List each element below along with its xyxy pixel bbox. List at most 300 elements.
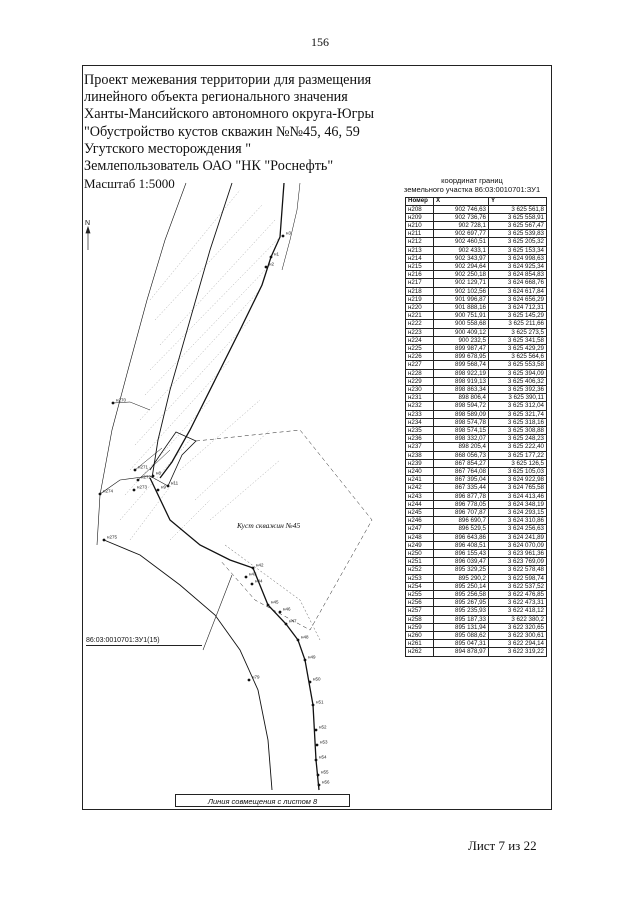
table-cell-x: 898 574,78	[434, 418, 489, 426]
table-cell-y: 3 625 248,23	[489, 435, 547, 443]
table-cell-y: 3 622 320,65	[489, 623, 547, 631]
table-row	[406, 509, 547, 517]
table-cell-x: 896 643,86	[434, 533, 489, 541]
table-row	[406, 336, 547, 344]
north-label: N	[85, 220, 91, 227]
table-row	[406, 328, 547, 336]
table-cell-id: н214	[406, 254, 434, 262]
table-cell-y: 3 622 578,48	[489, 566, 547, 574]
coordinates-caption	[392, 176, 552, 194]
table-row	[406, 303, 547, 311]
table-row	[406, 459, 547, 467]
table-cell-id: н250	[406, 550, 434, 558]
table-row	[406, 607, 547, 615]
table-cell-x: 902 697,77	[434, 230, 489, 238]
table-cell-id: н258	[406, 615, 434, 623]
boundary-point	[245, 576, 248, 579]
table-row	[406, 435, 547, 443]
table-cell-x: 902 746,63	[434, 205, 489, 213]
table-cell-x: 900 409,12	[434, 328, 489, 336]
point-label: н55	[321, 769, 329, 775]
corridor-lines	[97, 183, 319, 790]
table-row	[406, 238, 547, 246]
table-cell-id: н234	[406, 418, 434, 426]
table-cell-id: н262	[406, 648, 434, 656]
boundary-point	[304, 659, 307, 662]
table-row	[406, 525, 547, 533]
table-row	[406, 476, 547, 484]
boundary-point	[99, 493, 102, 496]
boundary-point	[267, 604, 270, 607]
boundary-point	[285, 623, 288, 626]
table-row	[406, 410, 547, 418]
table-cell-x: 895 187,33	[434, 615, 489, 623]
table-row	[406, 615, 547, 623]
table-cell-id: н218	[406, 287, 434, 295]
table-cell-x: 867 854,27	[434, 459, 489, 467]
table-cell-x: 902 460,51	[434, 238, 489, 246]
point-label: н2	[269, 261, 274, 267]
boundary-point	[270, 256, 273, 259]
table-cell-y: 3 624 656,29	[489, 295, 547, 303]
table-cell-x: 902 343,97	[434, 254, 489, 262]
table-cell-y: 3 625 177,22	[489, 451, 547, 459]
table-cell-x: 898 594,72	[434, 402, 489, 410]
table-row	[406, 558, 547, 566]
table-cell-y: 3 622 294,14	[489, 640, 547, 648]
table-cell-id: н209	[406, 213, 434, 221]
table-cell-y: 3 625 105,03	[489, 468, 547, 476]
header-y: Y	[489, 198, 547, 206]
table-cell-id: н219	[406, 295, 434, 303]
boundary-point	[318, 784, 321, 787]
table-row	[406, 320, 547, 328]
boundary-point	[137, 479, 140, 482]
table-cell-x: 867 395,04	[434, 476, 489, 484]
point-label: н48	[301, 634, 309, 640]
table-cell-id: н222	[406, 320, 434, 328]
table-cell-id: н212	[406, 238, 434, 246]
table-cell-x: 902 129,71	[434, 279, 489, 287]
table-cell-x: 901 888,16	[434, 303, 489, 311]
table-cell-id: н211	[406, 230, 434, 238]
table-row	[406, 517, 547, 525]
point-label: н274	[103, 488, 113, 494]
table-cell-id: н257	[406, 607, 434, 615]
table-row	[406, 500, 547, 508]
table-cell-x: 895 088,62	[434, 632, 489, 640]
table-cell-x: 896 529,5	[434, 525, 489, 533]
table-row	[406, 632, 547, 640]
table-cell-x: 895 290,2	[434, 574, 489, 582]
table-cell-y: 3 624 922,98	[489, 476, 547, 484]
table-cell-y: 3 624 413,46	[489, 492, 547, 500]
point-label: н46	[283, 606, 291, 612]
table-cell-x: 895 267,95	[434, 599, 489, 607]
table-row	[406, 623, 547, 631]
point-label: н43	[249, 571, 257, 577]
table-cell-id: н231	[406, 394, 434, 402]
table-cell-id: н248	[406, 533, 434, 541]
table-cell-x: 902 102,56	[434, 287, 489, 295]
table-cell-id: н253	[406, 574, 434, 582]
boundary-point	[265, 266, 268, 269]
table-cell-y: 3 625 394,09	[489, 369, 547, 377]
table-row	[406, 213, 547, 221]
table-cell-id: н244	[406, 500, 434, 508]
table-cell-x: 895 256,58	[434, 591, 489, 599]
table-cell-id: н221	[406, 312, 434, 320]
table-cell-y: 3 625 312,04	[489, 402, 547, 410]
header-number: Номер	[406, 198, 434, 206]
table-cell-x: 867 335,44	[434, 484, 489, 492]
boundary-point	[133, 489, 136, 492]
point-label: н56	[322, 779, 330, 785]
table-cell-y: 3 624 765,58	[489, 484, 547, 492]
table-cell-id: н208	[406, 205, 434, 213]
table-row	[406, 648, 547, 656]
table-cell-y: 3 624 617,84	[489, 287, 547, 295]
point-label: н47	[289, 618, 297, 624]
table-cell-y: 3 625 145,29	[489, 312, 547, 320]
boundary-point	[167, 485, 170, 488]
table-row	[406, 574, 547, 582]
table-row	[406, 369, 547, 377]
table-cell-id: н259	[406, 623, 434, 631]
boundary-point	[279, 611, 282, 614]
table-row	[406, 230, 547, 238]
table-cell-x: 898 332,07	[434, 435, 489, 443]
table-cell-x: 895 047,31	[434, 640, 489, 648]
table-cell-id: н225	[406, 344, 434, 352]
table-cell-x: 896 707,87	[434, 509, 489, 517]
table-cell-y: 3 625 126,5	[489, 459, 547, 467]
table-cell-id: н213	[406, 246, 434, 254]
title-line: Ханты-Мансийского автономного округа-Югры	[84, 106, 375, 123]
table-cell-id: н240	[406, 468, 434, 476]
table-cell-y: 3 622 476,85	[489, 591, 547, 599]
table-cell-y: 3 625 273,5	[489, 328, 547, 336]
table-cell-x: 900 232,5	[434, 336, 489, 344]
table-cell-id: н229	[406, 377, 434, 385]
wellpad-label: Куст скважин №45	[237, 521, 301, 530]
table-row	[406, 566, 547, 574]
table-cell-x: 868 056,73	[434, 451, 489, 459]
table-cell-y: 3 625 205,32	[489, 238, 547, 246]
table-cell-x: 896 877,78	[434, 492, 489, 500]
table-cell-y: 3 625 558,91	[489, 213, 547, 221]
point-label: н3	[286, 230, 291, 236]
table-row	[406, 468, 547, 476]
table-cell-id: н246	[406, 517, 434, 525]
table-cell-id: н238	[406, 451, 434, 459]
point-label: н42	[256, 562, 264, 568]
table-cell-id: н243	[406, 492, 434, 500]
combine-line-label: Линия совмещения с листом 8	[175, 794, 350, 807]
table-cell-id: н252	[406, 566, 434, 574]
table-cell-y: 3 623 961,36	[489, 550, 547, 558]
table-cell-x: 895 235,93	[434, 607, 489, 615]
parcel-leader	[203, 575, 232, 650]
table-cell-y: 3 622 380,2	[489, 615, 547, 623]
point-label: н11	[171, 480, 179, 486]
table-cell-id: н232	[406, 402, 434, 410]
table-cell-y: 3 625 539,83	[489, 230, 547, 238]
table-cell-y: 3 625 321,74	[489, 410, 547, 418]
table-cell-y: 3 624 348,19	[489, 500, 547, 508]
table-cell-id: н237	[406, 443, 434, 451]
table-cell-y: 3 624 241,89	[489, 533, 547, 541]
table-cell-x: 894 878,97	[434, 648, 489, 656]
table-row	[406, 640, 547, 648]
table-header-row	[406, 198, 547, 206]
dashed-pipeline	[225, 545, 320, 640]
table-cell-x: 896 408,51	[434, 541, 489, 549]
table-cell-x: 895 250,14	[434, 582, 489, 590]
table-row	[406, 295, 547, 303]
page-number: 156	[311, 35, 329, 49]
point-label: н79	[252, 674, 260, 680]
table-row	[406, 582, 547, 590]
table-cell-x: 902 433,1	[434, 246, 489, 254]
table-cell-x: 899 678,95	[434, 353, 489, 361]
table-row	[406, 279, 547, 287]
table-cell-id: н233	[406, 410, 434, 418]
table-cell-y: 3 625 308,88	[489, 426, 547, 434]
table-cell-id: н249	[406, 541, 434, 549]
table-cell-id: н226	[406, 353, 434, 361]
table-cell-id: н215	[406, 262, 434, 270]
table-row	[406, 312, 547, 320]
table-cell-id: н228	[406, 369, 434, 377]
table-cell-y: 3 625 553,58	[489, 361, 547, 369]
point-label: н271	[138, 464, 148, 470]
coordinates-caption-line: земельного участка 86:03:0010701:ЗУ1	[403, 185, 541, 194]
table-cell-x: 867 764,08	[434, 468, 489, 476]
point-label: н54	[319, 754, 327, 760]
boundary-point	[297, 639, 300, 642]
table-cell-y: 3 625 429,29	[489, 344, 547, 352]
point-label: н8	[156, 470, 161, 476]
table-cell-y: 3 624 925,34	[489, 262, 547, 270]
table-cell-y: 3 622 537,52	[489, 582, 547, 590]
table-cell-x: 898 922,19	[434, 369, 489, 377]
table-cell-id: н217	[406, 279, 434, 287]
table-cell-y: 3 624 310,86	[489, 517, 547, 525]
table-cell-id: н251	[406, 558, 434, 566]
table-row	[406, 541, 547, 549]
table-cell-y: 3 625 392,36	[489, 385, 547, 393]
table-cell-y: 3 625 406,32	[489, 377, 547, 385]
point-label: н50	[313, 676, 321, 682]
table-cell-x: 896 039,47	[434, 558, 489, 566]
boundary-point	[112, 402, 115, 405]
table-cell-x: 899 568,74	[434, 361, 489, 369]
point-label: н270	[116, 397, 126, 403]
boundary-point	[317, 774, 320, 777]
table-cell-id: н216	[406, 271, 434, 279]
table-cell-y: 3 625 341,58	[489, 336, 547, 344]
point-label: н45	[271, 599, 279, 605]
table-row	[406, 221, 547, 229]
table-cell-y: 3 624 070,09	[489, 541, 547, 549]
table-row	[406, 451, 547, 459]
point-label: н44	[255, 578, 263, 584]
point-label: н52	[319, 724, 327, 730]
point-label: н53	[320, 739, 328, 745]
point-label: н49	[308, 654, 316, 660]
table-row	[406, 205, 547, 213]
table-row	[406, 402, 547, 410]
title-line: Проект межевания территории для размещения	[84, 72, 372, 88]
table-cell-y: 3 624 854,83	[489, 271, 547, 279]
table-cell-y: 3 622 473,31	[489, 599, 547, 607]
table-cell-id: н210	[406, 221, 434, 229]
boundary-points	[99, 231, 330, 787]
table-row	[406, 426, 547, 434]
point-label: н51	[316, 699, 324, 705]
table-row	[406, 254, 547, 262]
table-cell-x: 895 131,94	[434, 623, 489, 631]
table-cell-y: 3 625 211,66	[489, 320, 547, 328]
table-cell-x: 899 987,47	[434, 344, 489, 352]
boundary-point	[157, 489, 160, 492]
boundary-point	[316, 744, 319, 747]
table-cell-id: н241	[406, 476, 434, 484]
table-cell-id: н260	[406, 632, 434, 640]
table-row	[406, 484, 547, 492]
boundary-point	[103, 539, 106, 542]
table-cell-y: 3 625 390,11	[489, 394, 547, 402]
table-row	[406, 361, 547, 369]
table-cell-y: 3 622 319,22	[489, 648, 547, 656]
table-cell-id: н235	[406, 426, 434, 434]
table-cell-id: н261	[406, 640, 434, 648]
table-cell-y: 3 624 712,31	[489, 303, 547, 311]
table-cell-y: 3 622 418,12	[489, 607, 547, 615]
table-row	[406, 492, 547, 500]
table-row	[406, 287, 547, 295]
table-cell-id: н245	[406, 509, 434, 517]
table-cell-y: 3 622 300,61	[489, 632, 547, 640]
table-cell-id: н227	[406, 361, 434, 369]
table-cell-y: 3 624 256,63	[489, 525, 547, 533]
coordinates-caption-line: координат границ	[441, 176, 503, 185]
title-line: Землепользователь ОАО "НК "Роснефть"	[84, 158, 334, 175]
table-row	[406, 377, 547, 385]
table-row	[406, 246, 547, 254]
title-line: линейного объекта регионального значения	[84, 89, 348, 106]
coordinates-table	[405, 197, 547, 657]
table-cell-id: н220	[406, 303, 434, 311]
table-cell-x: 902 250,18	[434, 271, 489, 279]
point-label: н272	[141, 474, 151, 480]
table-cell-id: н254	[406, 582, 434, 590]
table-cell-id: н224	[406, 336, 434, 344]
boundary-point	[134, 469, 137, 472]
table-cell-x: 898 863,34	[434, 385, 489, 393]
boundary-point	[252, 567, 255, 570]
table-row	[406, 591, 547, 599]
table-cell-x: 900 558,68	[434, 320, 489, 328]
table-cell-y: 3 625 153,34	[489, 246, 547, 254]
table-cell-id: н242	[406, 484, 434, 492]
table-cell-y: 3 625 222,40	[489, 443, 547, 451]
table-row	[406, 262, 547, 270]
table-cell-id: н236	[406, 435, 434, 443]
boundary-point	[282, 235, 285, 238]
table-row	[406, 353, 547, 361]
table-cell-id: н239	[406, 459, 434, 467]
scale-label: Масштаб 1:5000	[84, 176, 175, 192]
table-cell-y: 3 625 564,6	[489, 353, 547, 361]
table-row	[406, 394, 547, 402]
boundary-point	[312, 704, 315, 707]
table-cell-id: н247	[406, 525, 434, 533]
table-cell-y: 3 622 598,74	[489, 574, 547, 582]
title-line: "Обустройство кустов скважин №№45, 46, 59	[84, 123, 360, 140]
table-cell-y: 3 625 561,8	[489, 205, 547, 213]
table-cell-y: 3 625 567,47	[489, 221, 547, 229]
table-cell-x: 902 736,76	[434, 213, 489, 221]
table-cell-x: 896 155,43	[434, 550, 489, 558]
table-cell-y: 3 623 769,09	[489, 558, 547, 566]
table-cell-y: 3 624 293,15	[489, 509, 547, 517]
boundary-point	[251, 583, 254, 586]
boundary-point	[248, 679, 251, 682]
table-cell-x: 898 919,13	[434, 377, 489, 385]
boundary-point	[309, 681, 312, 684]
table-cell-y: 3 624 668,76	[489, 279, 547, 287]
table-cell-y: 3 624 998,63	[489, 254, 547, 262]
point-label: н9	[161, 484, 166, 490]
table-cell-y: 3 625 318,16	[489, 418, 547, 426]
table-cell-id: н223	[406, 328, 434, 336]
table-cell-id: н256	[406, 599, 434, 607]
table-cell-x: 896 778,05	[434, 500, 489, 508]
sheet-number: Лист 7 из 22	[468, 838, 537, 853]
table-cell-x: 895 329,25	[434, 566, 489, 574]
boundary-point	[152, 475, 155, 478]
parcel-label: 86:03:0010701:ЗУ1(15)	[86, 637, 202, 646]
table-row	[406, 599, 547, 607]
project-title-block	[84, 72, 384, 192]
table-row	[406, 271, 547, 279]
table-row	[406, 418, 547, 426]
table-cell-x: 900 751,91	[434, 312, 489, 320]
table-row	[406, 533, 547, 541]
boundary-point	[315, 759, 318, 762]
table-cell-x: 902 294,64	[434, 262, 489, 270]
boundary-point	[315, 729, 318, 732]
header-x: X	[434, 198, 489, 206]
table-cell-x: 898 589,09	[434, 410, 489, 418]
point-label: н273	[137, 484, 147, 490]
title-line: Угутского месторождения "	[84, 140, 251, 157]
table-row	[406, 550, 547, 558]
table-cell-x: 896 690,7	[434, 517, 489, 525]
table-cell-x: 901 996,87	[434, 295, 489, 303]
table-row	[406, 344, 547, 352]
table-row	[406, 443, 547, 451]
table-cell-id: н230	[406, 385, 434, 393]
table-cell-x: 898 806,4	[434, 394, 489, 402]
table-cell-x: 898 205,4	[434, 443, 489, 451]
table-cell-x: 898 574,15	[434, 426, 489, 434]
table-cell-x: 902 728,1	[434, 221, 489, 229]
point-label: н275	[107, 534, 117, 540]
table-cell-id: н255	[406, 591, 434, 599]
